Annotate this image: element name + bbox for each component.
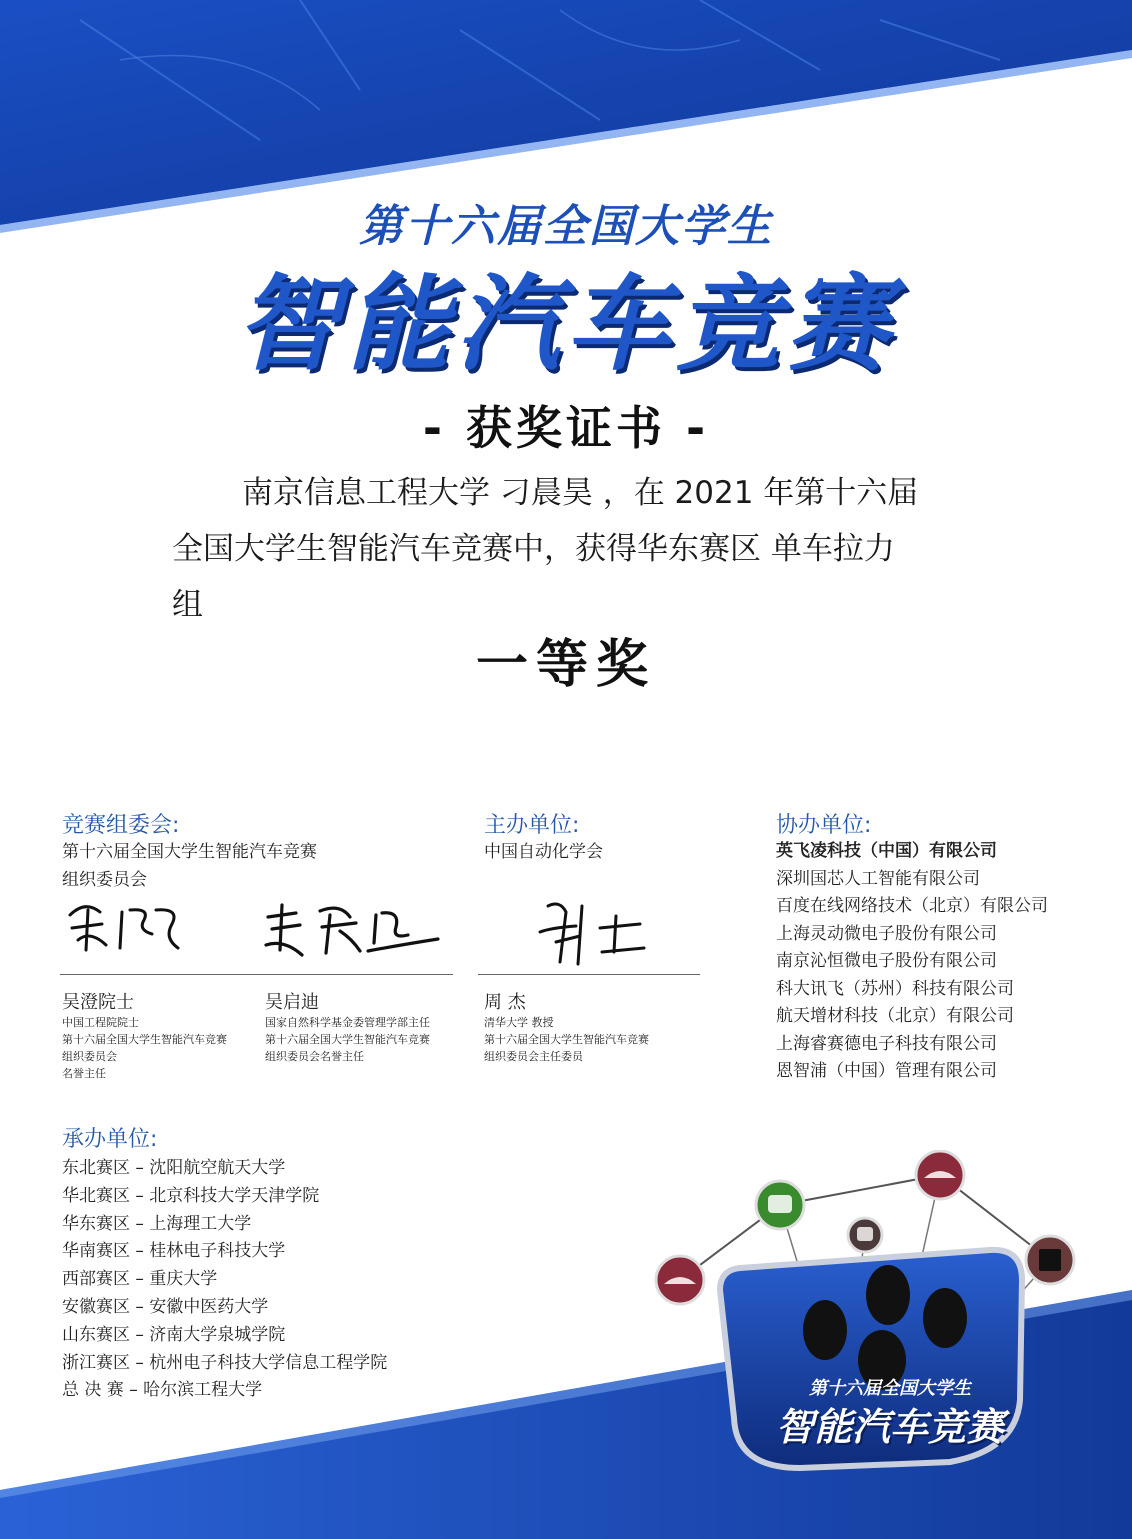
host-heading: 承办单位: [62, 1127, 158, 1152]
signatory-note: 国家自然科学基金委管理学部主任 [265, 1016, 430, 1029]
host-list [62, 1155, 387, 1405]
signature-wu-cheng [60, 890, 190, 960]
signature-zhou-jie [520, 892, 655, 972]
signatory-notes [484, 1014, 649, 1065]
signatory-note: 中国工程院院士 [62, 1016, 139, 1029]
body-line-3: 组 [172, 587, 203, 623]
co-organizer-item: 上海灵动微电子股份有限公司 [776, 923, 997, 944]
co-organizer-item: 深圳国芯人工智能有限公司 [776, 868, 980, 889]
signatory-note: 组织委员会主任委员 [484, 1050, 583, 1063]
signatory-note: 组织委员会 [62, 1050, 117, 1063]
prize-level: 一等奖 [475, 635, 656, 695]
signatory-notes [62, 1014, 227, 1082]
host-item: 西部赛区 – 重庆大学 [62, 1269, 218, 1290]
host-item: 东北赛区 – 沈阳航空航天大学 [62, 1158, 286, 1178]
co-organizer-item: 科大讯飞（苏州）科技有限公司 [776, 978, 1014, 999]
host-item: 山东赛区 – 济南大学泉城学院 [62, 1324, 286, 1345]
co-organizer-list [776, 838, 1048, 1086]
signatory-note: 组织委员会名誉主任 [265, 1050, 364, 1063]
signatory-note: 第十六届全国大学生智能汽车竞赛 [484, 1033, 649, 1046]
sponsor-heading: 主办单位: [484, 813, 580, 838]
committee-name-line-1: 第十六届全国大学生智能汽车竞赛 [62, 842, 317, 862]
co-organizer-heading: 协办单位: [776, 813, 872, 838]
committee-name-line-2: 组织委员会 [62, 870, 147, 890]
signatory-name: 吴启迪 [265, 992, 319, 1013]
certificate-body [172, 465, 972, 633]
host-item: 华东赛区 – 上海理工大学 [62, 1213, 252, 1234]
signatory-notes [265, 1014, 430, 1065]
host-item: 华南赛区 – 桂林电子科技大学 [62, 1241, 286, 1262]
co-organizer-item: 南京沁恒微电子股份有限公司 [776, 951, 997, 971]
host-item: 华北赛区 – 北京科技大学天津学院 [62, 1185, 320, 1206]
signature-divider [60, 974, 453, 975]
body-line-2: 全国大学生智能汽车竞赛中，获得华东赛区 单车拉力 [172, 531, 895, 567]
contest-title: 智能汽车竞赛 [235, 263, 896, 385]
co-organizer-item: 英飞凌科技（中国）有限公司 [776, 841, 997, 861]
badge-title: 智能汽车竞赛 [775, 1405, 1004, 1449]
co-organizer-item: 航天增材科技（北京）有限公司 [776, 1006, 1014, 1026]
signatory-name: 吴澄院士 [62, 992, 134, 1013]
co-organizer-item: 恩智浦（中国）管理有限公司 [776, 1061, 997, 1081]
sponsor-name: 中国自动化学会 [484, 842, 603, 862]
certificate-title: - 获奖证书 - [422, 401, 710, 455]
signatory-note: 清华大学 教授 [484, 1016, 554, 1029]
co-organizer-item: 百度在线网络技术（北京）有限公司 [776, 896, 1048, 916]
host-item: 浙江赛区 – 杭州电子科技大学信息工程学院 [62, 1352, 388, 1373]
signatory-note: 名誉主任 [62, 1067, 106, 1080]
contest-subtitle: 第十六届全国大学生 [359, 201, 773, 252]
host-item: 安徽赛区 – 安徽中医药大学 [62, 1296, 269, 1317]
signatory-note: 第十六届全国大学生智能汽车竞赛 [265, 1033, 430, 1046]
signature-divider [478, 974, 700, 975]
committee-heading: 竞赛组委会: [62, 813, 180, 838]
badge-subtitle: 第十六届全国大学生 [809, 1378, 971, 1399]
committee-name [62, 838, 317, 894]
co-organizer-item: 上海睿赛德电子科技有限公司 [776, 1033, 997, 1054]
signatory-name: 周 杰 [484, 992, 526, 1013]
body-line-1: 南京信息工程大学 刁晨昊 ，在 2021 年第十六届 [242, 475, 919, 511]
signature-wu-qidi [260, 895, 445, 965]
host-item: 总 决 赛 – 哈尔滨工程大学 [62, 1380, 263, 1401]
signatory-note: 第十六届全国大学生智能汽车竞赛 [62, 1033, 227, 1046]
